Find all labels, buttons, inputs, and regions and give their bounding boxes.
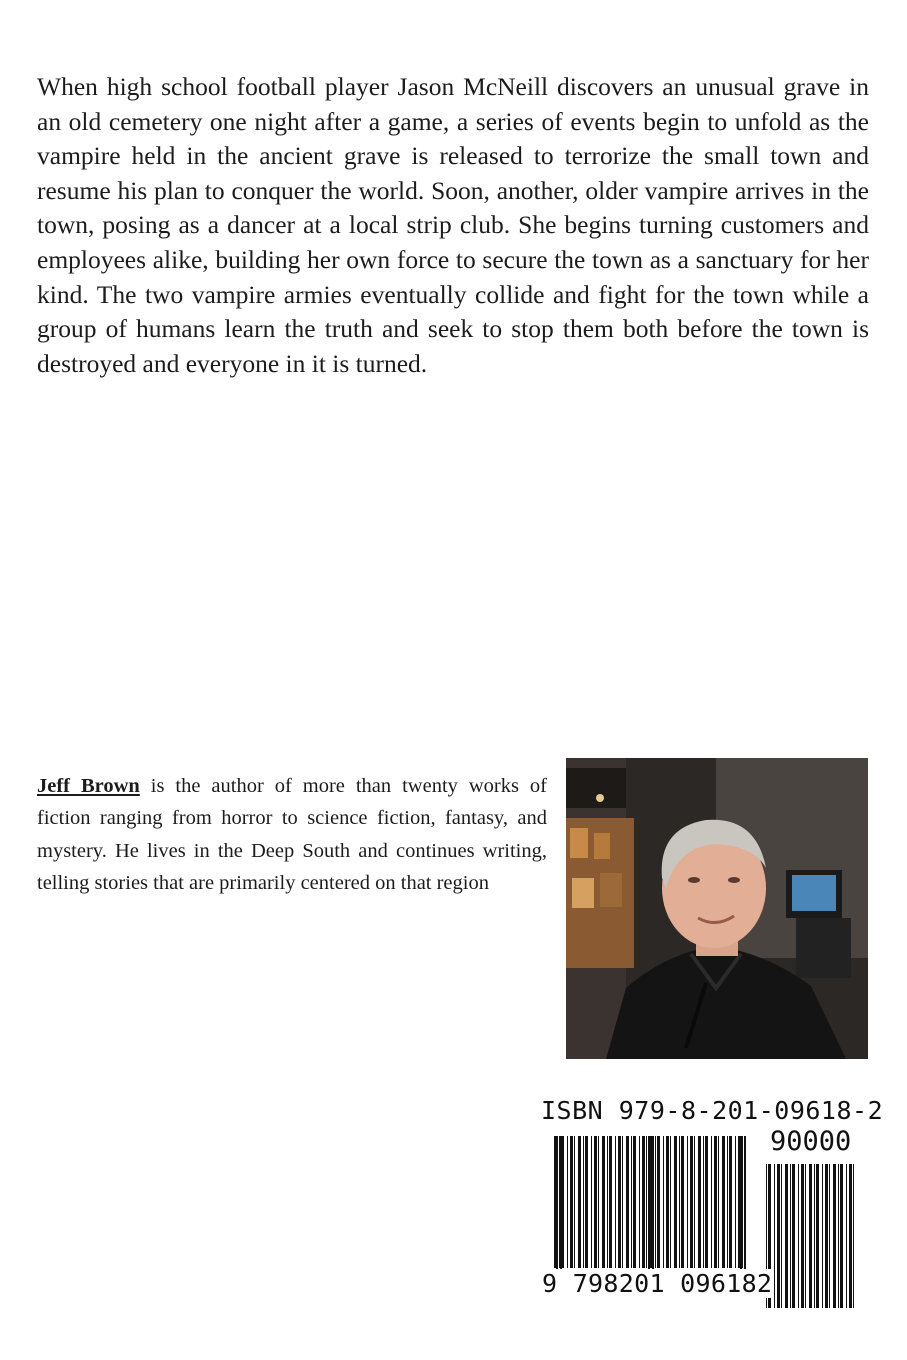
barcode-bar (687, 1136, 688, 1268)
barcode-bar (735, 1136, 736, 1268)
barcode-bar (622, 1136, 623, 1268)
barcode-bar (792, 1164, 795, 1308)
barcode-bar (781, 1164, 782, 1308)
barcode-bar (591, 1136, 592, 1268)
barcode-guard-bar (556, 1136, 558, 1282)
barcode-bar (809, 1164, 812, 1308)
barcode-guard-bar (740, 1136, 742, 1282)
barcode-guard-bar (652, 1136, 654, 1282)
barcode-bar (729, 1136, 732, 1268)
barcode-bar (607, 1136, 608, 1268)
barcode-bar (703, 1136, 704, 1268)
barcode-bar (825, 1164, 828, 1308)
barcode-bar (618, 1136, 621, 1268)
barcode-bar (814, 1164, 815, 1308)
barcode-bar (663, 1136, 664, 1268)
barcode-bar (674, 1136, 677, 1268)
author-bio-text: is the author of more than twenty works of fiction ranging from horror to science fiction, fantasy, and mystery. He lives in the Deep South and continues writing, telling stories that are primarily centered on that region (37, 775, 547, 895)
barcode-bar (790, 1164, 791, 1308)
barcode-bar (816, 1164, 819, 1308)
barcode-bar (718, 1136, 719, 1268)
barcode-bar (670, 1136, 671, 1268)
barcode-bar (840, 1164, 843, 1308)
barcode-bar (631, 1136, 632, 1268)
author-photo (566, 758, 868, 1059)
barcode-bar (853, 1164, 854, 1308)
barcode-bar (602, 1136, 605, 1268)
barcode-bar (681, 1136, 684, 1268)
barcode-bar (777, 1164, 780, 1308)
ean-digits: 9 798201 096182 (542, 1269, 773, 1298)
barcode-bar (559, 1136, 560, 1268)
barcode-guard-bar (744, 1136, 746, 1282)
barcode-bar (690, 1136, 693, 1268)
price-code: 90000 (770, 1126, 852, 1157)
barcode-bar (666, 1136, 669, 1268)
barcode-bar (594, 1136, 597, 1268)
barcode-bar (829, 1164, 830, 1308)
author-bio (37, 770, 547, 900)
barcode-bar (727, 1136, 728, 1268)
barcode-bar (626, 1136, 629, 1268)
barcode-bar (714, 1136, 717, 1268)
barcode-bar (570, 1136, 573, 1268)
barcode-guard-bar (648, 1136, 650, 1282)
barcode-guard-bar (560, 1136, 562, 1282)
barcode-bar (742, 1136, 743, 1268)
barcode-bar (639, 1136, 640, 1268)
barcode-bar (846, 1164, 847, 1308)
barcode-bar (609, 1136, 612, 1268)
isbn-label: ISBN 979-8-201-09618-2 (541, 1096, 884, 1125)
barcode-bar (598, 1136, 599, 1268)
author-name: Jeff Brown (37, 775, 140, 797)
barcode-bar (698, 1136, 701, 1268)
barcode-bar (657, 1136, 660, 1268)
barcode-bar (655, 1136, 656, 1268)
barcode-bar (774, 1164, 775, 1308)
barcode-bar (583, 1136, 584, 1268)
barcode-bar (646, 1136, 647, 1268)
barcode-bar (694, 1136, 695, 1268)
barcode-bar (615, 1136, 616, 1268)
barcode-bar (574, 1136, 575, 1268)
barcode-bar (633, 1136, 636, 1268)
barcode-bar (567, 1136, 568, 1268)
barcode-bar (578, 1136, 581, 1268)
barcode-bar (705, 1136, 708, 1268)
barcode-bar (679, 1136, 680, 1268)
barcode-bar (785, 1164, 788, 1308)
barcode-bar (805, 1164, 806, 1308)
barcode-bar (711, 1136, 712, 1268)
barcode-bar (642, 1136, 645, 1268)
barcode-bar (838, 1164, 839, 1308)
barcode-bar (722, 1136, 725, 1268)
barcode-bar (822, 1164, 823, 1308)
back-cover-blurb: When high school football player Jason McNeill discovers an unusual grave in an old cemetery one night after a game, a series of events begin to unfold as the vampire held in the ancient grave is released to terrorize the small town and resume his plan to conquer the world. Soon, another, older vampire arrives in the town, posing as a dancer at a local strip club. She begins turning customers and employees alike, building her own force to secure the town as a sanctuary for her kind. The two vampire armies eventually collide and fight for the town while a group of humans learn the truth and seek to stop them both before the town is destroyed and everyone in it is turned. (37, 72, 869, 378)
barcode-bar (585, 1136, 588, 1268)
barcode-bar (849, 1164, 852, 1308)
barcode-bar (833, 1164, 836, 1308)
barcode-bar (798, 1164, 799, 1308)
barcode-bar (801, 1164, 804, 1308)
